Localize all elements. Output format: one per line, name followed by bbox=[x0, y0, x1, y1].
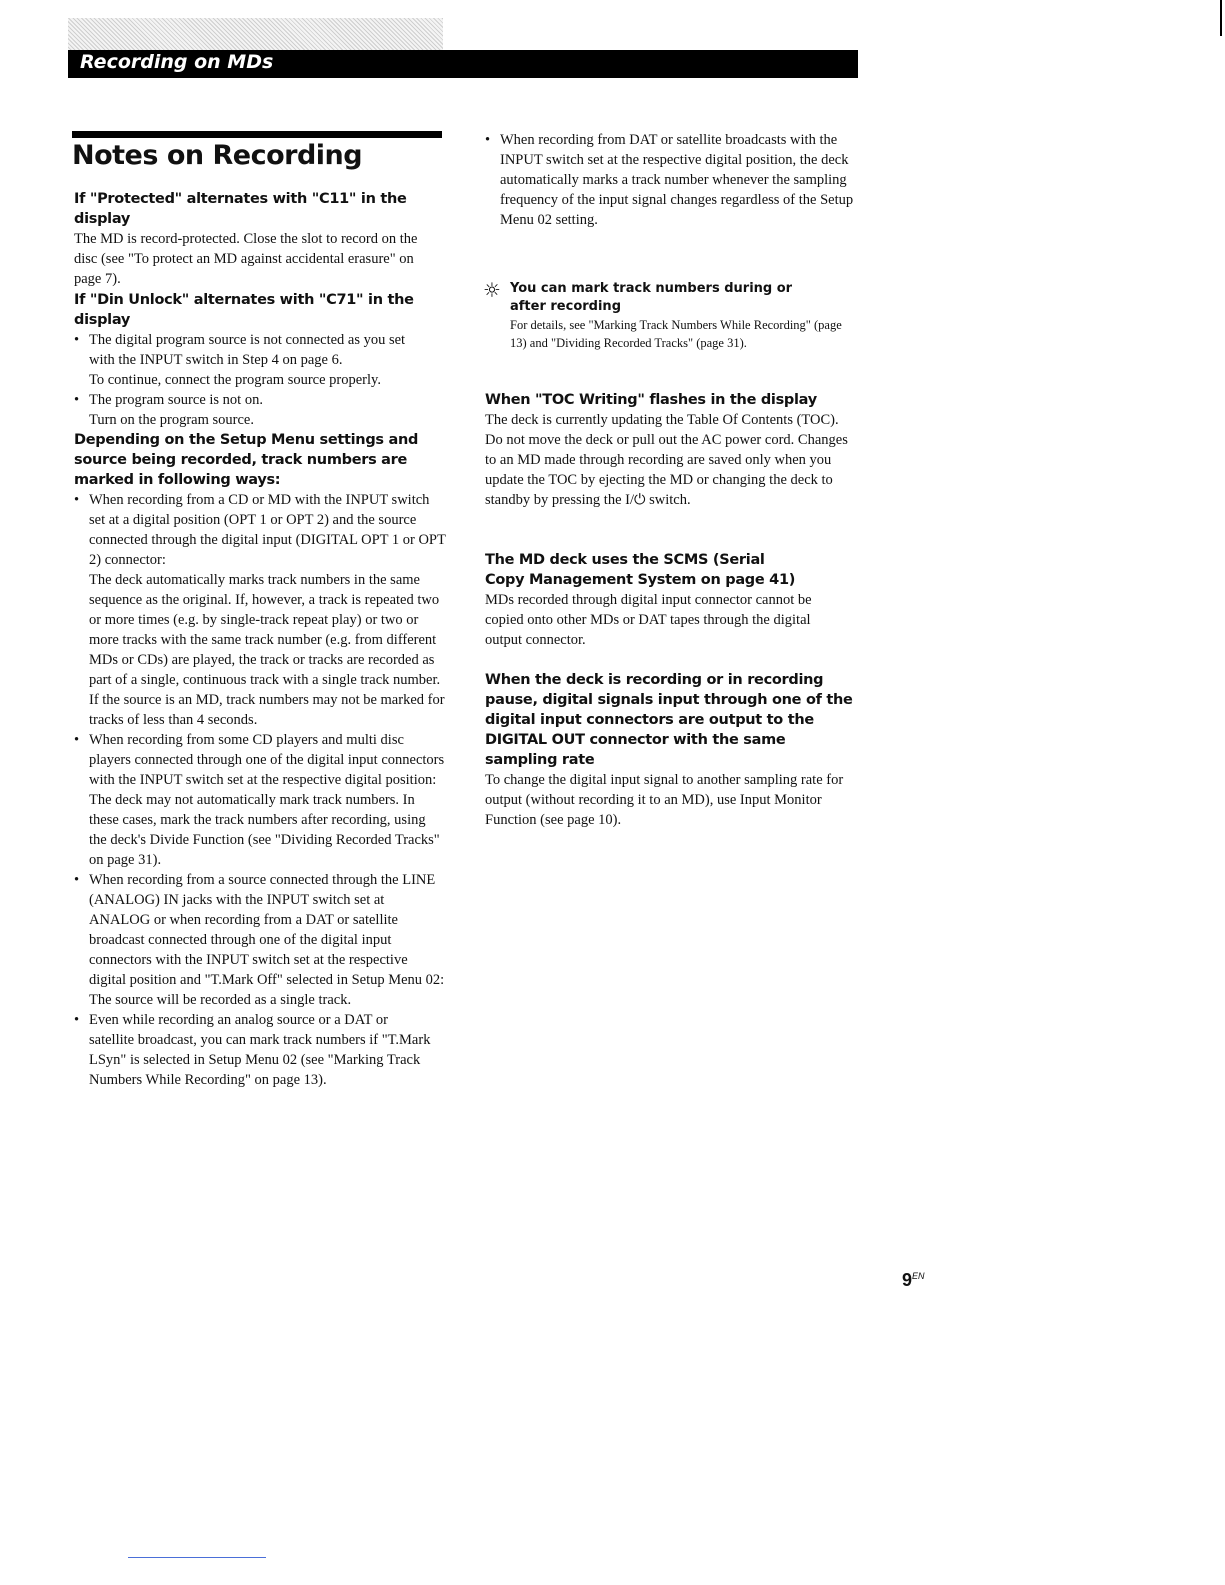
digital-out-body: To change the digital input signal to another sampling rate for output (without recording it to an MD), use Input Monitor Function (see page 10). bbox=[485, 772, 844, 828]
scms-body: MDs recorded through digital input connector cannot be copied onto other MDs or DAT tapes through the digital output connector. bbox=[485, 592, 812, 648]
setup-menu-heading: Depending on the Setup Menu settings and source being recorded, track numbers are marked in following ways: bbox=[74, 432, 419, 488]
list-item: • Even while recording an analog source or a DAT or satellite broadcast, you can mark track numbers if "T.Mark LSyn" is selected in Setup Menu 02 (see "Marking Track Numbers While Recording" on page 13). bbox=[74, 1010, 434, 1090]
footer-line bbox=[128, 1557, 266, 1558]
protected-heading: If "Protected" alternates with "C11" in the display bbox=[74, 191, 407, 227]
protected-section bbox=[74, 189, 446, 289]
header-texture bbox=[68, 18, 443, 52]
page-suffix: EN bbox=[912, 1271, 925, 1281]
list-item: • When recording from a source connected through the LINE (ANALOG) IN jacks with the INPUT switch set at ANALOG or when recording from a DAT or satellite broadcast connected through one of the digital input connectors with the INPUT switch set at the respective digital position and "T.Mark Off" selected in Setup Menu 02: The source will be recorded as a single track. bbox=[74, 870, 446, 1010]
din-unlock-heading: If "Din Unlock" alternates with "C71" in the display bbox=[74, 292, 414, 328]
scms-section bbox=[485, 550, 855, 650]
title-rule bbox=[72, 131, 442, 138]
section-header bbox=[68, 50, 858, 78]
list-item: • When recording from some CD players and multi disc players connected through one of the digital input connectors with the INPUT switch set at the respective digital position: The deck may not automatically mark track numbers. In these cases, mark the track numbers after recording, using the deck's Divide Function (see "Dividing Recorded Tracks" on page 31). bbox=[74, 730, 446, 870]
edge-rule bbox=[1220, 0, 1222, 36]
page-title: Notes on Recording bbox=[72, 140, 363, 171]
lightbulb-icon: ☼ bbox=[483, 278, 501, 302]
tip-box bbox=[485, 280, 855, 352]
section-title: Recording on MDs bbox=[80, 51, 274, 73]
protected-body: The MD is record-protected. Close the slot to record on the disc (see "To protect an MD against accidental erasure" on page 7). bbox=[74, 231, 418, 287]
scms-heading: The MD deck uses the SCMS (Serial Copy Management System on page 41) bbox=[485, 552, 796, 588]
dat-section bbox=[485, 130, 855, 230]
digital-out-heading: When the deck is recording or in recording pause, digital signals input through one of the digital input connectors are output to the DIGITAL OUT connector with the same sampling rate bbox=[485, 672, 853, 768]
list-item: • The digital program source is not connected as you set with the INPUT switch in Step 4 on page 6. To continue, connect the program source properly. bbox=[74, 330, 434, 390]
list-item: • When recording from DAT or satellite broadcasts with the INPUT switch set at the respective digital position, the deck automatically marks a track number whenever the sampling frequency of the input signal changes regardless of the Setup Menu 02 setting. bbox=[485, 130, 855, 230]
toc-section bbox=[485, 390, 855, 510]
toc-body: The deck is currently updating the Table Of Contents (TOC). Do not move the deck or pull out the AC power cord. Changes to an MD made through recording are saved only when you update the TOC by ejecting the MD or changing the deck to standby by pressing the I/⏻ switch. bbox=[485, 412, 848, 508]
setup-menu-section bbox=[74, 430, 446, 1090]
din-unlock-section bbox=[74, 290, 446, 430]
toc-heading: When "TOC Writing" flashes in the display bbox=[485, 392, 817, 408]
tip-body: For details, see "Marking Track Numbers While Recording" (page 13) and "Dividing Recorded Tracks" (page 31). bbox=[510, 318, 842, 350]
list-item: • When recording from a CD or MD with the INPUT switch set at a digital position (OPT 1 or OPT 2) and the source connected through the digital input (DIGITAL OPT 1 or OPT 2) connector: The deck automatically marks track numbers in the same sequence as the original. If, however, a track is repeated two or more times (e.g. by single-track repeat play) or two or more tracks with the same track number (e.g. from different MDs or CDs) are played, the track or tracks are recorded as part of a single, continuous track with a single track number. If the source is an MD, track numbers may not be marked for tracks of less than 4 seconds. bbox=[74, 490, 446, 730]
digital-out-section bbox=[485, 670, 857, 830]
page-number: $9^{EN}$ bbox=[902, 1270, 925, 1290]
tip-heading: You can mark track numbers during or after recording bbox=[510, 281, 793, 314]
list-item: • The program source is not on. Turn on the program source. bbox=[74, 390, 446, 430]
